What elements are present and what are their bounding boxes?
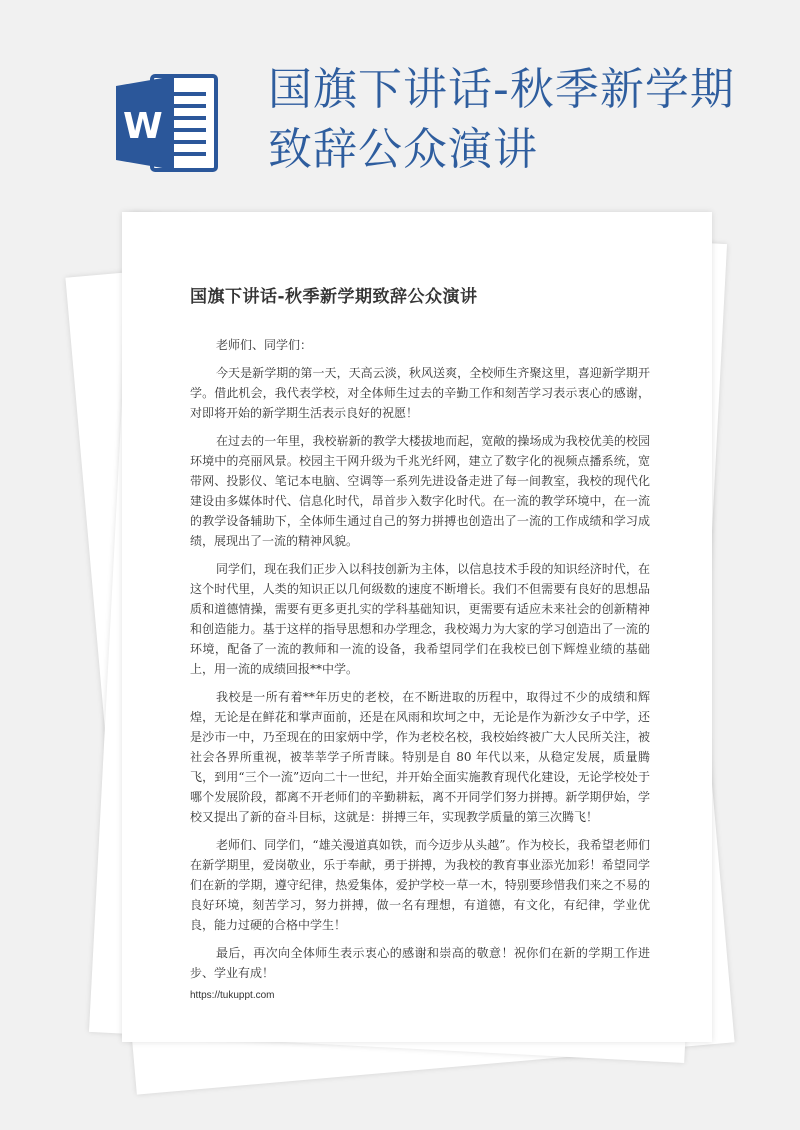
paragraph-3: 同学们，现在我们正步入以科技创新为主体，以信息技术手段的知识经济时代，在这个时代里，人类的知识正以几何级数的速度不断增长。我们不但需要有良好的思想品质和道德情操，需要有更多更扎实的学科基础知识，更需要有适应未来社会的创新精神和创造能力。基于这样的指导思想和办学理念，我校竭力为大家的学习创造出了一流的环境，配备了一流的教师和一流的设备，我希望同学们在我校已创下辉煌业绩的基础上，用一流的成绩回报**中学。: [190, 562, 650, 676]
paragraph-4: 我校是一所有着**年历史的老校，在不断进取的历程中，取得过不少的成绩和辉煌，无论是在鲜花和掌声面前，还是在风雨和坎坷之中，无论是作为新沙女子中学，还是沙市一中，乃至现在的田家炳中学，作为老校名校，我校始终被广大人民所关注，被社会各界所重视，被莘莘学子所青睐。特别是自 80 年代以来，从稳定发展，质量腾飞，到用“三个一流”迈向二十一世纪，并开始全面实施教育现代化建设，无论学校处于哪个发展阶段，都离不开老师们的辛勤耕耘，离不开同学们努力拼搏。新学期伊始，学校又提出了新的奋斗目标，这就是：拼搏三年，实现教学质量的第三次腾飞！: [190, 690, 650, 824]
footer-link[interactable]: https://tukuppt.com: [190, 990, 275, 1001]
page-header: [0, 0, 800, 205]
paragraph-2: 在过去的一年里，我校崭新的教学大楼拔地而起，宽敞的操场成为我校优美的校园环境中的亮丽风景。校园主干网升级为千兆光纤网，建立了数字化的视频点播系统，宽带网、投影仪、笔记本电脑、空调等一系列先进设备走进了每一间教室，我校的现代化建设由多媒体时代、信息化时代，昂首步入数字化时代。在一流的教学环境中，在一流的教学设备辅助下，全体师生通过自己的努力拼搏也创造出了一流的工作成绩和学习成绩，展现出了一流的精神风貌。: [190, 434, 650, 548]
word-document-icon: [112, 68, 222, 178]
paragraph-6: 最后，再次向全体师生表示衷心的感谢和崇高的敬意！祝你们在新的学期工作进步、学业有成！: [190, 946, 650, 980]
document-title: 国旗下讲话-秋季新学期致辞公众演讲: [190, 287, 478, 307]
document-body: [190, 282, 650, 991]
paragraph-5: 老师们、同学们，“雄关漫道真如铁，而今迈步从头越”。作为校长，我希望老师们在新学期里，爱岗敬业，乐于奉献，勇于拼搏，为我校的教育事业添光加彩！希望同学们在新的学期，遵守纪律，热爱集体，爱护学校一草一木，特别要珍惜我们来之不易的良好环境，刻苦学习，努力拼搏，做一名有理想，有道德，有文化，有纪律，学业优良，能力过硬的合格中学生！: [190, 838, 650, 932]
paragraph-1: 今天是新学期的第一天，天高云淡，秋风送爽，全校师生齐聚这里，喜迎新学期开学。借此机会，我代表学校，对全体师生过去的辛勤工作和刻苦学习表示衷心的感谢，对即将开始的新学期生活表示良好的祝愿！: [190, 366, 650, 420]
svg-text:W: W: [123, 106, 163, 147]
greeting: 老师们、同学们：: [216, 338, 313, 352]
page-title: 国旗下讲话-秋季新学期致辞公众演讲: [268, 64, 735, 175]
